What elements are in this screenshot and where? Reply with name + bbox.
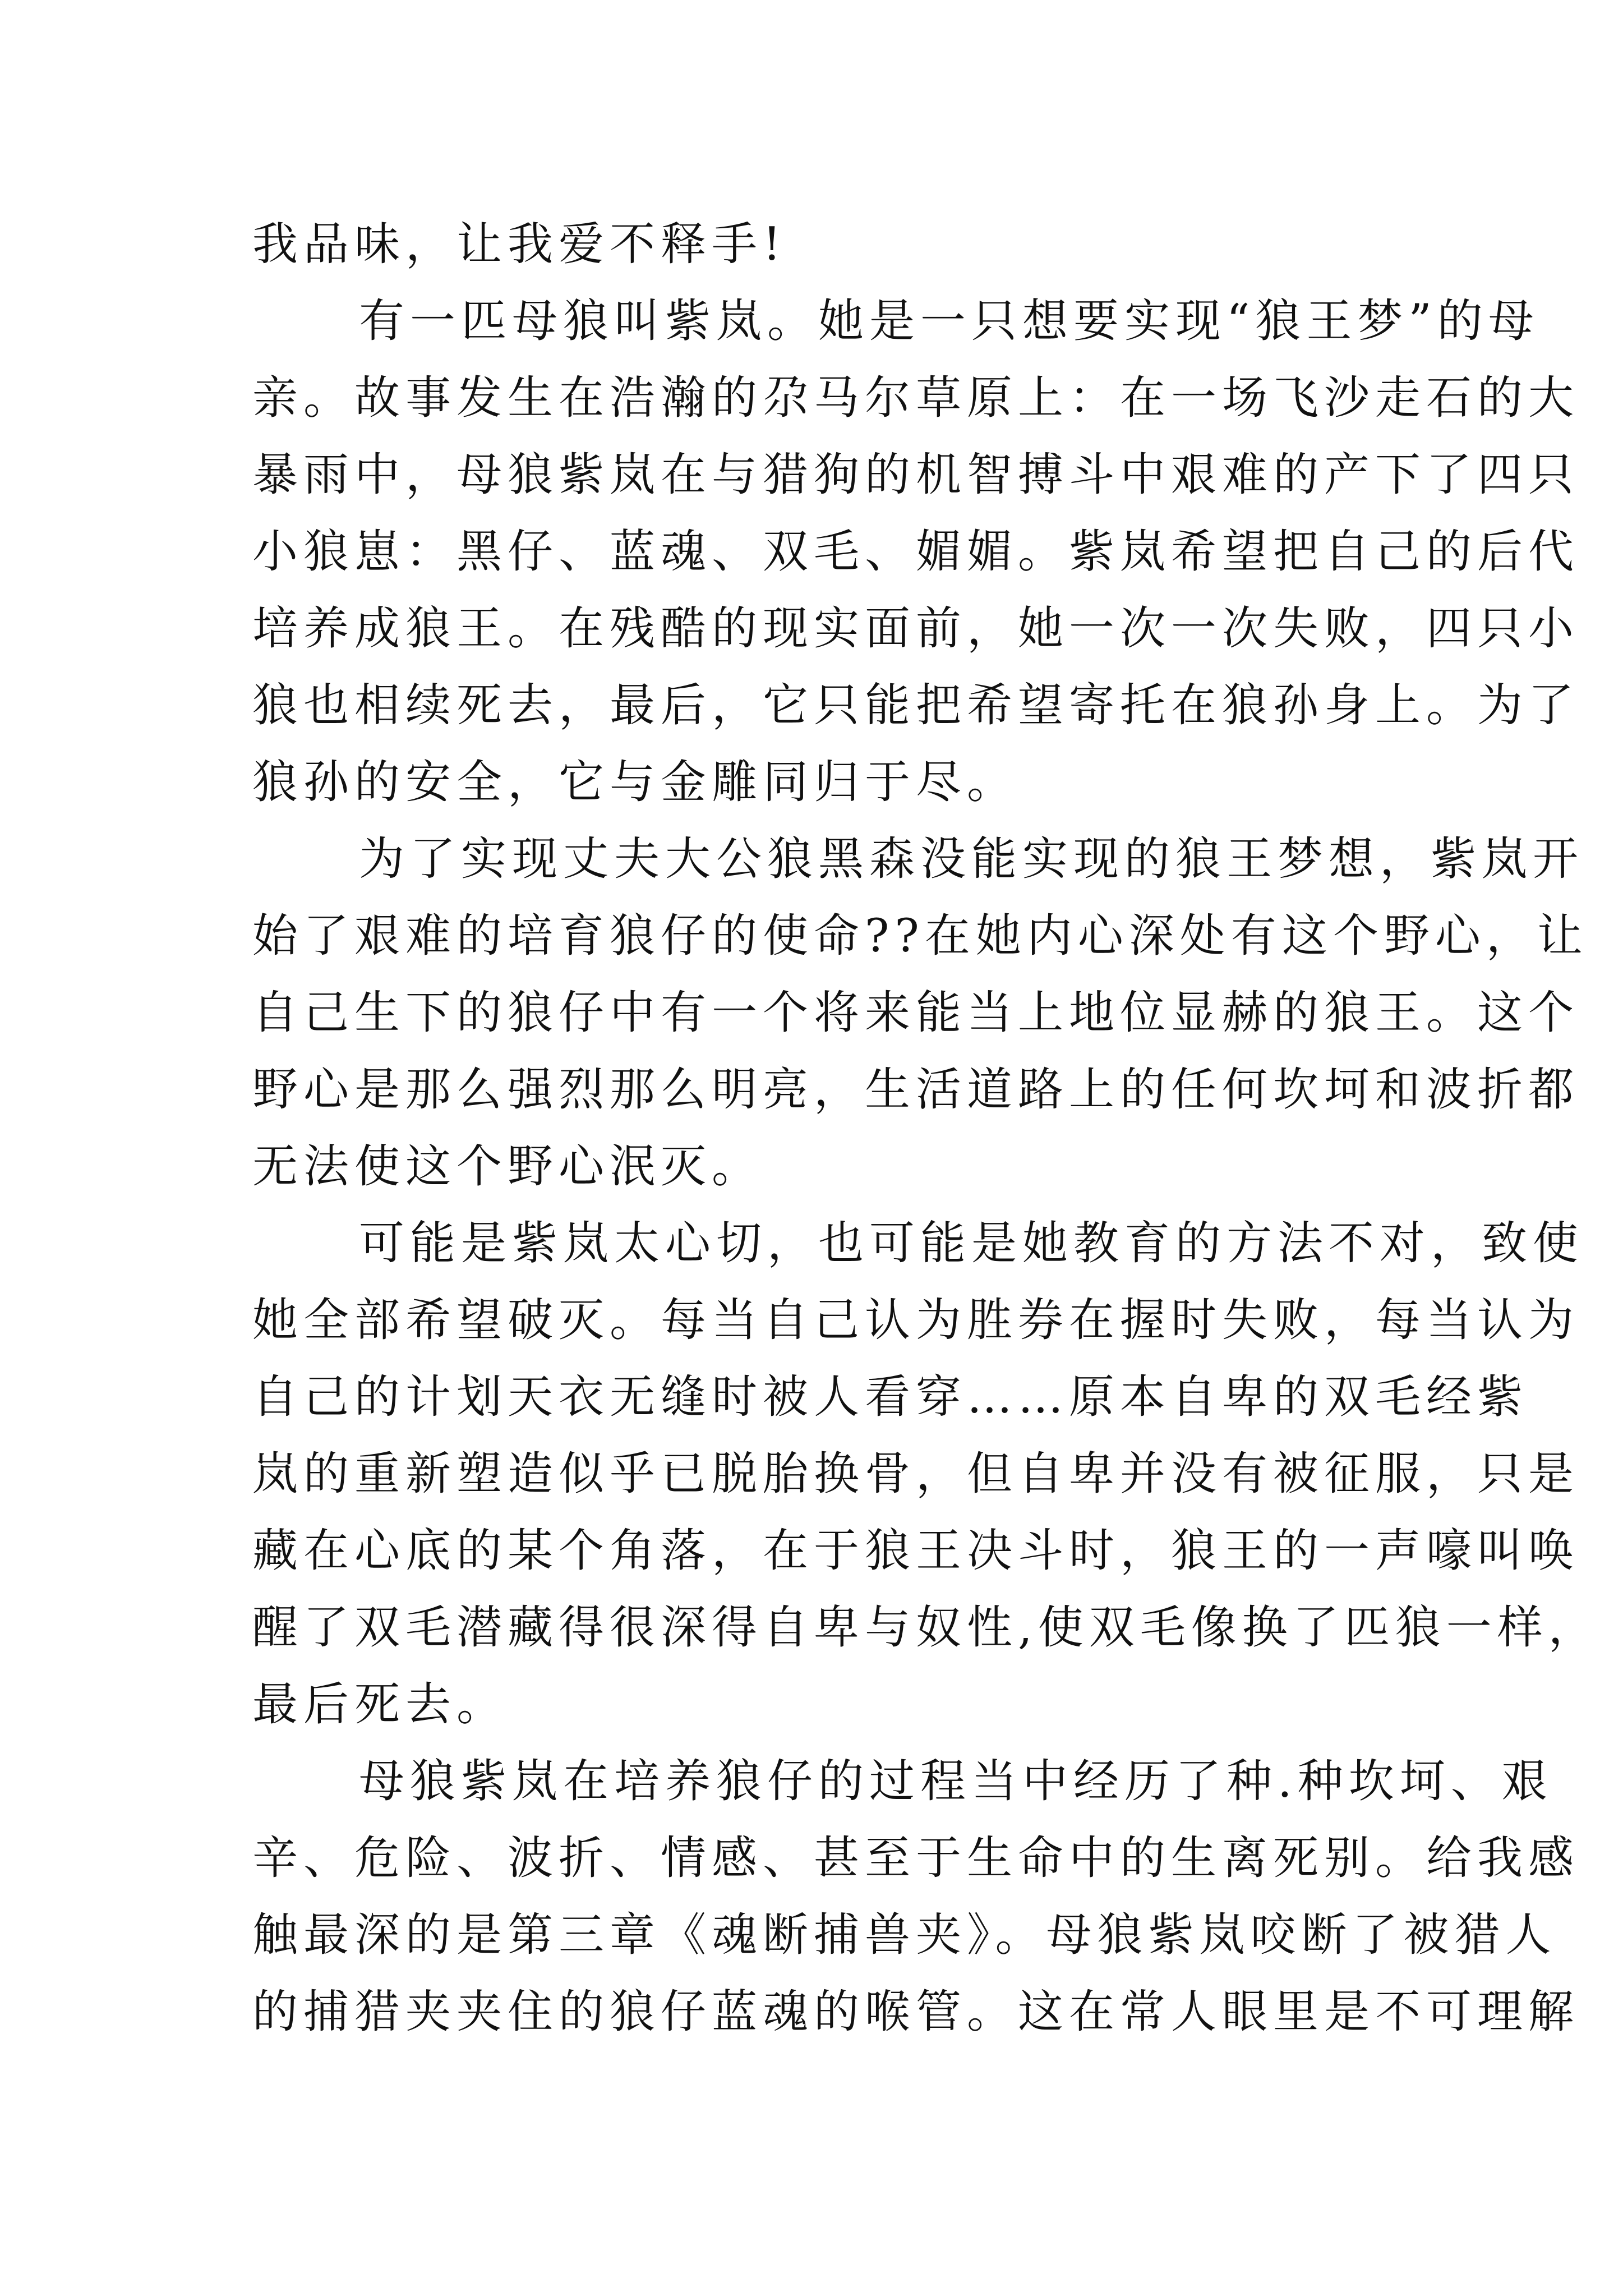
- text-line: 可能是紫岚太心切，也可能是她教育的方法不对，致使: [359, 1217, 1584, 1270]
- text-line: 为了实现丈夫大公狼黑森没能实现的狼王梦想，紫岚开: [359, 833, 1584, 886]
- text-line: 触最深的是第三章《魂断捕兽夹》。母狼紫岚咬断了被猎人: [252, 1909, 1557, 1962]
- text-line: 野心是那么强烈那么明亮，生活道路上的任何坎坷和波折都: [252, 1064, 1580, 1116]
- text-line: 自己的计划天衣无缝时被人看穿……原本自卑的双毛经紫: [252, 1371, 1529, 1424]
- text-line: 她全部希望破灭。每当自己认为胜券在握时失败，每当认为: [252, 1294, 1580, 1347]
- text-line: 我品味，让我爱不释手!: [252, 218, 787, 271]
- text-line: 辛、危险、波折、情感、甚至于生命中的生离死别。给我感: [252, 1832, 1580, 1885]
- text-line: 有一匹母狼叫紫岚。她是一只想要实现“狼王梦”的母: [359, 295, 1539, 348]
- text-line: 母狼紫岚在培养狼仔的过程当中经历了种.种坎坷、艰: [359, 1755, 1553, 1808]
- document-body: [252, 206, 1599, 2051]
- text-line: 最后死去。: [252, 1678, 508, 1731]
- text-line: 藏在心底的某个角落，在于狼王决斗时，狼王的一声嚎叫唤: [252, 1525, 1580, 1577]
- text-line: 暴雨中，母狼紫岚在与猎狗的机智搏斗中艰难的产下了四只: [252, 449, 1580, 501]
- text-line: 狼孙的安全，它与金雕同归于尽。: [252, 756, 1018, 809]
- text-line: 无法使这个野心泯灭。: [252, 1140, 763, 1193]
- text-line: 醒了双毛潜藏得很深得自卑与奴性,使双毛像换了匹狼一样，: [252, 1602, 1599, 1654]
- text-line: 狼也相续死去，最后，它只能把希望寄托在狼孙身上。为了: [252, 679, 1580, 732]
- text-line: 岚的重新塑造似乎已脱胎换骨，但自卑并没有被征服，只是: [252, 1448, 1580, 1501]
- text-line: 亲。故事发生在浩瀚的尕马尔草原上：在一场飞沙走石的大: [252, 372, 1580, 425]
- text-line: 的捕猎夹夹住的狼仔蓝魂的喉管。这在常人眼里是不可理解: [252, 1986, 1580, 2039]
- text-line: 自己生下的狼仔中有一个将来能当上地位显赫的狼王。这个: [252, 987, 1580, 1039]
- text-line: 小狼崽：黑仔、蓝魂、双毛、媚媚。紫岚希望把自己的后代: [252, 526, 1580, 578]
- text-line: 培养成狼王。在残酷的现实面前，她一次一次失败，四只小: [252, 602, 1580, 655]
- text-line: 始了艰难的培育狼仔的使命??在她内心深处有这个野心，让: [252, 910, 1588, 963]
